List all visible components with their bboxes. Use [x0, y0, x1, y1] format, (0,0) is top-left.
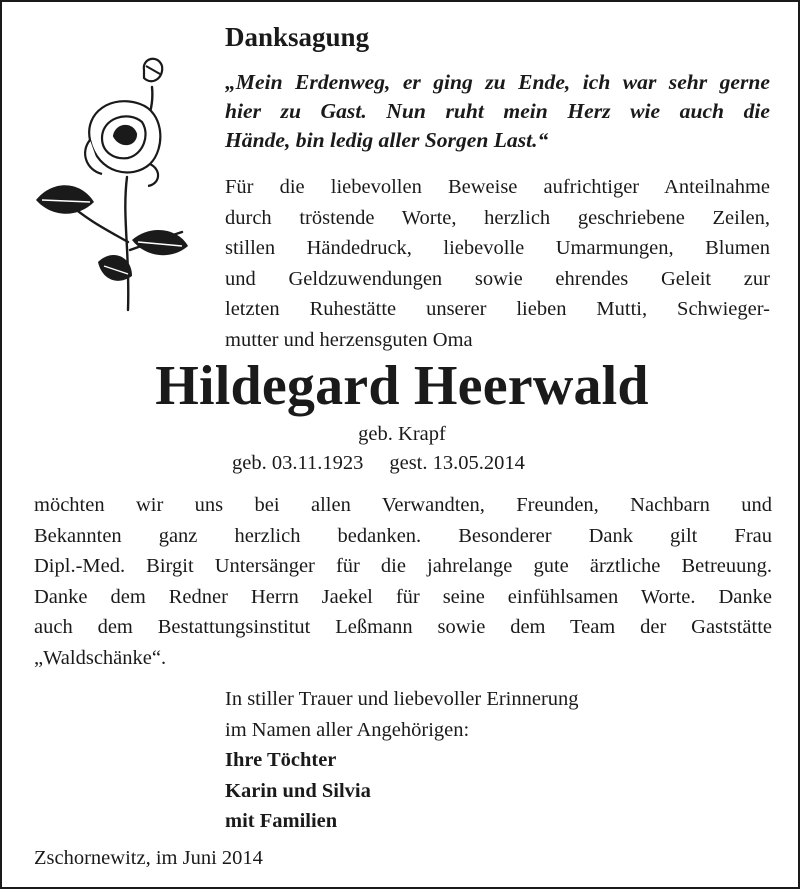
text-line: mutter und herzensguten Oma — [225, 328, 473, 351]
birth-date: geb. 03.11.1923 — [232, 452, 364, 474]
maiden-name: geb. Krapf — [358, 423, 446, 445]
signature-name: mit Familien — [225, 810, 338, 832]
thanks-paragraph — [34, 490, 772, 673]
text-line: durch tröstende Worte, herzlich geschriebene Zeilen, — [225, 206, 770, 229]
death-date: gest. 13.05.2014 — [389, 452, 525, 474]
signature-name: Karin und Silvia — [225, 779, 371, 802]
signature-name: Ihre Töchter — [225, 749, 337, 771]
text-line: Für die liebevollen Beweise aufrichtiger Anteilnahme — [225, 176, 770, 198]
poem — [225, 68, 770, 155]
text-line: auch dem Bestattungsinstitut Leßmann sowie dem Team der Gaststätte — [34, 616, 772, 638]
heading: Danksagung — [225, 22, 370, 52]
life-dates — [232, 452, 551, 475]
deceased-name: Hildegard Heerwald — [155, 355, 649, 417]
text-line: Danke dem Redner Herrn Jaekel für seine einfühlsamen Worte. Danke — [34, 585, 772, 608]
signature-line: In stiller Trauer und liebevoller Erinnerung — [225, 688, 579, 710]
text-line: letzten Ruhestätte unserer lieben Mutti, Schwieger- — [225, 298, 770, 320]
text-line: möchten wir uns bei allen Verwandten, Freunden, Nachbarn und — [34, 494, 772, 516]
signature-block — [225, 684, 579, 837]
text-line: Bekannten ganz herzlich bedanken. Besonderer Dank gilt Frau — [34, 524, 772, 547]
poem-line: Hände, bin ledig aller Sorgen Last.“ — [225, 128, 549, 152]
signature-line: im Namen aller Angehörigen: — [225, 718, 470, 741]
place-date: Zschornewitz, im Juni 2014 — [34, 847, 263, 869]
text-line: „Waldschänke“. — [34, 646, 167, 669]
text-line: stillen Händedruck, liebevolle Umarmungen, Blumen — [225, 237, 770, 259]
intro-paragraph — [225, 172, 770, 355]
text-line: Dipl.-Med. Birgit Untersänger für die jahrelange gute ärztliche Betreuung. — [34, 555, 772, 577]
text-line: und Geldzuwendungen sowie ehrendes Geleit zur — [225, 267, 770, 290]
poem-line: hier zu Gast. Nun ruht mein Herz wie auch die — [225, 99, 770, 123]
rose-icon — [32, 52, 192, 314]
poem-line: „Mein Erdenweg, er ging zu Ende, ich war sehr gerne — [225, 70, 770, 94]
